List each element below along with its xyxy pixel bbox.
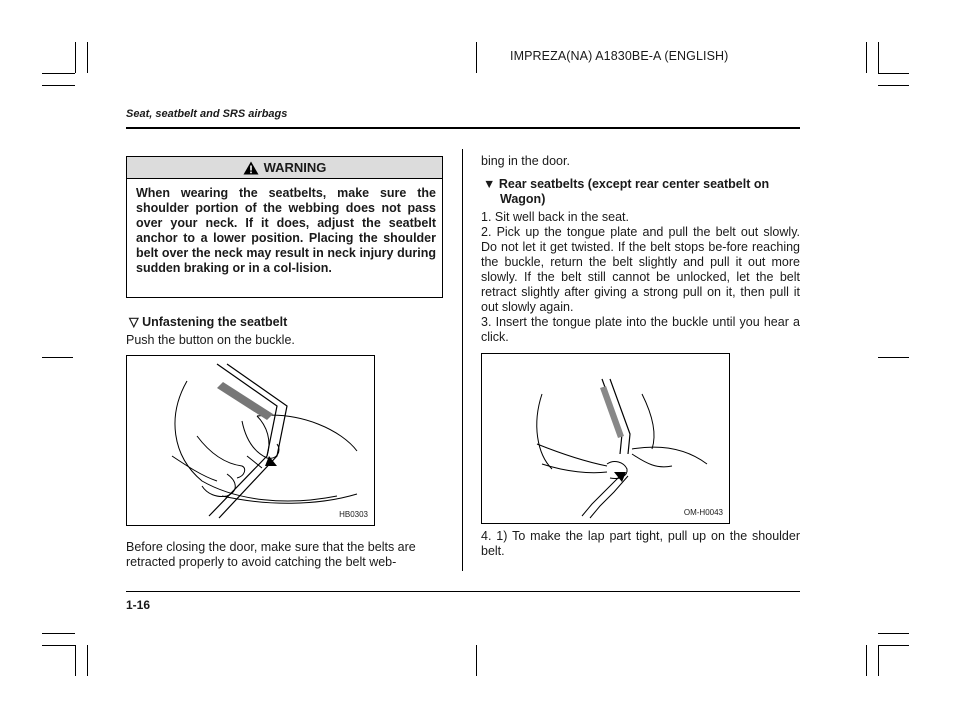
footer-rule: [126, 591, 800, 592]
unfasten-heading: ▽ Unfastening the seatbelt: [129, 315, 288, 329]
crop-mark: [476, 42, 477, 73]
crop-mark: [878, 85, 909, 86]
crop-mark: [878, 73, 909, 74]
crop-mark: [878, 645, 879, 676]
crop-mark: [87, 42, 88, 73]
unfasten-text: Push the button on the buckle.: [126, 333, 295, 347]
crop-mark: [878, 357, 909, 358]
continued-text: bing in the door.: [481, 154, 570, 168]
crop-mark: [87, 645, 88, 676]
crop-mark: [878, 633, 909, 634]
step-4: 4. 1) To make the lap part tight, pull up on the shoulder belt.: [481, 529, 800, 558]
step-2: 2. Pick up the tongue plate and pull the belt out slowly. Do not let it get twisted. If the belt stops be-fore reaching the buckle, return the belt slightly and pull it out more slowly. If the belt still cannot be unlocked, let the belt retract slightly after giving a strong pull on it, then pull it out slowly again.: [481, 225, 800, 314]
header-rule: [126, 127, 800, 129]
step-1: 1. Sit well back in the seat.: [481, 210, 629, 224]
section-title: Seat, seatbelt and SRS airbags: [126, 108, 288, 120]
crop-mark: [476, 645, 477, 676]
crop-mark: [75, 645, 76, 676]
figure-unfasten-seatbelt: [126, 355, 375, 526]
rear-seatbelt-illustration: [482, 354, 729, 523]
figure-rear-seatbelt: [481, 353, 730, 524]
page-number: 1-16: [126, 598, 151, 612]
crop-mark: [42, 645, 75, 646]
crop-mark: [42, 85, 75, 86]
warning-header: [127, 157, 442, 179]
figure-label: HB0303: [339, 510, 368, 519]
step-3: 3. Insert the tongue plate into the buckle until you hear a click.: [481, 315, 800, 344]
crop-mark: [42, 357, 73, 358]
column-divider: [462, 149, 463, 571]
crop-mark: [42, 73, 75, 74]
warning-text: When wearing the seatbelts, make sure the shoulder portion of the webbing does not pass over your neck. If it does, adjust the seatbelt anchor to a lower position. Placing the shoulder belt over the neck may result in neck injury during sudden braking or in a col-lision.: [136, 186, 436, 275]
document-id: IMPREZA(NA) A1830BE-A (ENGLISH): [510, 49, 729, 63]
warning-title: WARNING: [263, 160, 327, 175]
unfasten-seatbelt-illustration: [127, 356, 374, 525]
closing-text-line-1: Before closing the door, make sure that the belts are: [126, 540, 416, 554]
crop-mark: [878, 645, 909, 646]
crop-mark: [75, 42, 76, 73]
warning-box: [126, 156, 443, 298]
crop-mark: [42, 633, 75, 634]
figure-label: OM-H0043: [683, 508, 723, 517]
warning-triangle-icon: [243, 161, 259, 175]
crop-mark: [866, 42, 867, 73]
crop-mark: [878, 42, 879, 73]
crop-mark: [866, 645, 867, 676]
rear-seatbelts-heading-cont: Wagon): [500, 192, 546, 206]
rear-seatbelts-heading: ▼ Rear seatbelts (except rear center seatbelt on: [483, 177, 770, 191]
closing-text-line-2: retracted properly to avoid catching the belt web-: [126, 555, 397, 569]
